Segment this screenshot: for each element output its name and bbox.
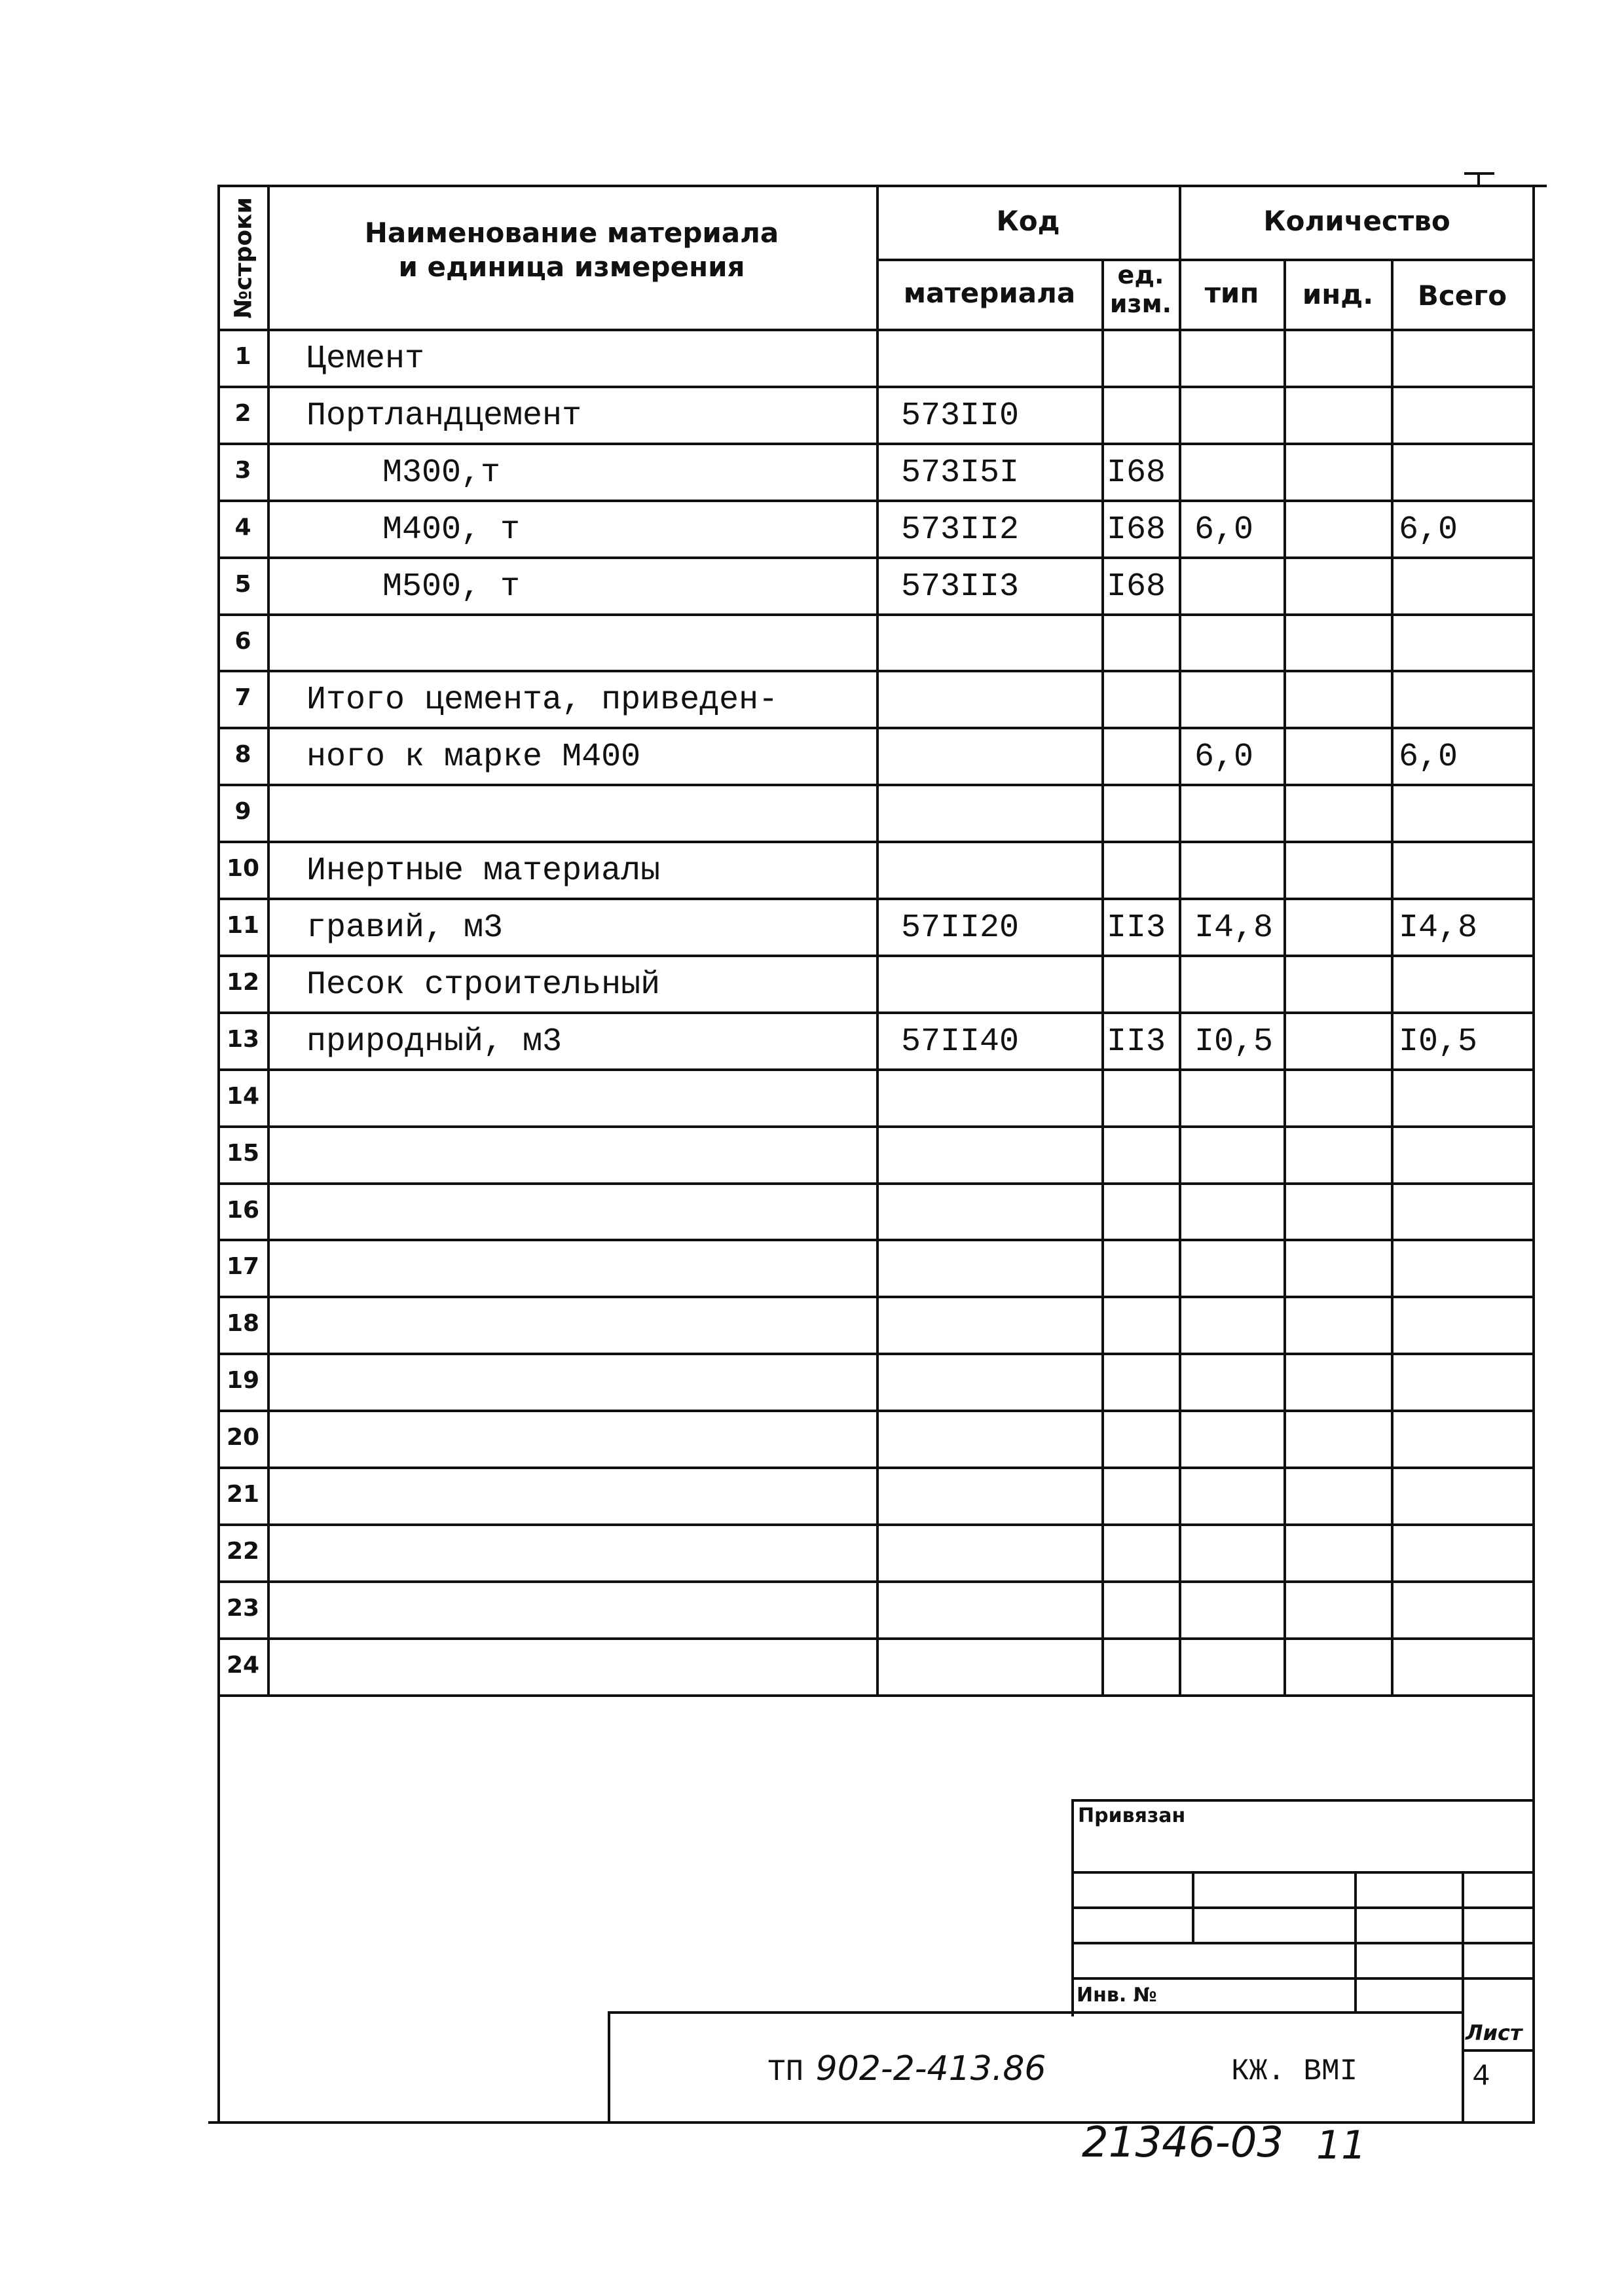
row-number: 11 — [226, 912, 260, 939]
cell-total: 6,0 — [1399, 738, 1458, 776]
row-number: 8 — [234, 741, 251, 769]
quantity-type-header: тип — [1204, 277, 1259, 309]
row-separator — [217, 1580, 1535, 1583]
cell-unit: II3 — [1107, 909, 1166, 947]
row-separator — [217, 1637, 1535, 1640]
cell-type: I0,5 — [1194, 1023, 1274, 1061]
material-name: Инертные материалы — [306, 852, 661, 890]
cell-code: 573II2 — [901, 511, 1020, 549]
name-header — [270, 216, 874, 284]
row-separator — [217, 1410, 1535, 1412]
row-separator — [217, 1182, 1535, 1185]
row-number: 21 — [226, 1481, 260, 1508]
row-separator — [217, 1467, 1535, 1469]
code-header: Код — [996, 205, 1060, 237]
cell-total: I0,5 — [1399, 1023, 1478, 1061]
material-name: гравий, м3 — [306, 909, 504, 947]
row-number: 23 — [226, 1594, 260, 1622]
row-number: 4 — [234, 513, 251, 541]
cell-code: 57II40 — [901, 1023, 1020, 1061]
row-separator — [217, 500, 1535, 502]
material-name: ного к марке M400 — [306, 738, 641, 776]
cell-unit: I68 — [1107, 454, 1166, 492]
row-separator — [217, 1068, 1535, 1071]
cell-type: 6,0 — [1194, 511, 1254, 549]
stamp-line-2 — [1071, 1906, 1535, 1909]
row-separator — [217, 1296, 1535, 1298]
sheet-label-line — [1462, 2049, 1535, 2052]
material-name: M500, т — [382, 568, 521, 606]
document-code-prefix: ТП — [767, 2055, 804, 2089]
order-number: 21346-03 — [1082, 2119, 1284, 2167]
sheet-label: Лист — [1466, 2020, 1522, 2045]
row-number: 12 — [226, 968, 260, 996]
page-number: 11 — [1316, 2123, 1367, 2168]
row-number: 24 — [226, 1651, 260, 1679]
row-number: 7 — [234, 684, 251, 712]
code-material-header: материала — [903, 277, 1076, 309]
document-code-number: 902-2-413.86 — [815, 2049, 1046, 2088]
col-line-total — [1391, 259, 1393, 1694]
cell-unit: I68 — [1107, 568, 1166, 606]
cell-code: 57II20 — [901, 909, 1020, 947]
row-number: 16 — [226, 1196, 260, 1224]
row-number: 2 — [234, 399, 251, 427]
row-separator — [217, 1523, 1535, 1526]
title-block-left-line — [608, 2011, 610, 2123]
title-block-top-line — [608, 2011, 1462, 2014]
row-separator — [217, 1125, 1535, 1128]
quantity-total-header: Всего — [1417, 280, 1507, 312]
row-separator — [217, 841, 1535, 843]
row-number: 22 — [226, 1537, 260, 1565]
code-unit-header: ед. изм. — [1109, 261, 1172, 318]
name-header-line1: Наименование материала — [364, 217, 779, 249]
material-name: M400, т — [382, 511, 521, 549]
row-separator — [217, 727, 1535, 729]
inv-no-label: Инв. № — [1077, 1984, 1157, 2007]
cell-unit: I68 — [1107, 511, 1166, 549]
cell-total: 6,0 — [1399, 511, 1458, 549]
col-line-unit — [1101, 259, 1104, 1694]
cell-code: 573II0 — [901, 397, 1020, 435]
name-header-line2: и единица измерения — [398, 251, 745, 283]
row-number: 20 — [226, 1424, 260, 1451]
row-separator — [217, 898, 1535, 900]
row-number: 15 — [226, 1139, 260, 1167]
material-name: Портландцемент — [306, 397, 582, 435]
row-number: 6 — [234, 627, 251, 655]
stamp-vline-2 — [1354, 1871, 1357, 2011]
cell-code: 573I5I — [901, 454, 1020, 492]
linked-label: Привязан — [1078, 1804, 1186, 1827]
row-number: 18 — [226, 1310, 260, 1338]
row-number: 10 — [226, 855, 260, 883]
row-number: 19 — [226, 1367, 260, 1394]
row-separator — [217, 784, 1535, 786]
row-number: 1 — [234, 343, 251, 370]
cell-type: I4,8 — [1194, 909, 1274, 947]
row-number: 3 — [234, 456, 251, 484]
row-number: 5 — [234, 570, 251, 598]
row-separator — [217, 1011, 1535, 1014]
stamp-line-1 — [1071, 1871, 1535, 1874]
row-number: 14 — [226, 1082, 260, 1110]
material-name: Песок строительный — [306, 966, 661, 1004]
section-code: КЖ. ВМI — [1231, 2054, 1358, 2088]
header-subline — [876, 259, 1535, 261]
sheet-number: 4 — [1472, 2060, 1490, 2094]
row-separator — [217, 386, 1535, 388]
row-number-header-label: №строки — [230, 197, 257, 319]
material-name: M300,т — [382, 454, 501, 492]
material-name: Итого цемента, приведен- — [306, 682, 779, 720]
frame-right-line — [1532, 185, 1535, 2123]
row-separator — [217, 443, 1535, 445]
document-code — [767, 2049, 1046, 2089]
row-number: 13 — [226, 1025, 260, 1053]
table-bottom-line — [217, 1694, 1535, 1697]
row-number-header — [223, 190, 265, 326]
quantity-header: Количество — [1263, 205, 1450, 237]
col-line-ind — [1283, 259, 1286, 1694]
stamp-vline-1 — [1192, 1871, 1194, 1942]
stamp-line-3 — [1071, 1942, 1535, 1944]
cell-code: 573II3 — [901, 568, 1020, 606]
row-separator — [217, 556, 1535, 559]
row-separator — [217, 955, 1535, 957]
row-separator — [217, 613, 1535, 616]
cell-total: I4,8 — [1399, 909, 1478, 947]
cell-unit: II3 — [1107, 1023, 1166, 1061]
stamp-top-line — [1071, 1799, 1535, 1802]
cell-type: 6,0 — [1194, 738, 1254, 776]
row-number: 9 — [234, 798, 251, 826]
row-separator — [217, 1239, 1535, 1241]
frame-top-line — [217, 185, 1547, 187]
row-separator — [217, 1353, 1535, 1355]
row-number: 17 — [226, 1253, 260, 1281]
corner-mark-stem — [1477, 172, 1480, 187]
material-name: природный, м3 — [306, 1023, 563, 1061]
stamp-vline-3 — [1462, 1871, 1464, 2123]
stamp-line-4 — [1071, 1977, 1535, 1980]
row-separator — [217, 670, 1535, 672]
quantity-ind-header: инд. — [1302, 278, 1374, 310]
material-name: Цемент — [306, 340, 425, 378]
